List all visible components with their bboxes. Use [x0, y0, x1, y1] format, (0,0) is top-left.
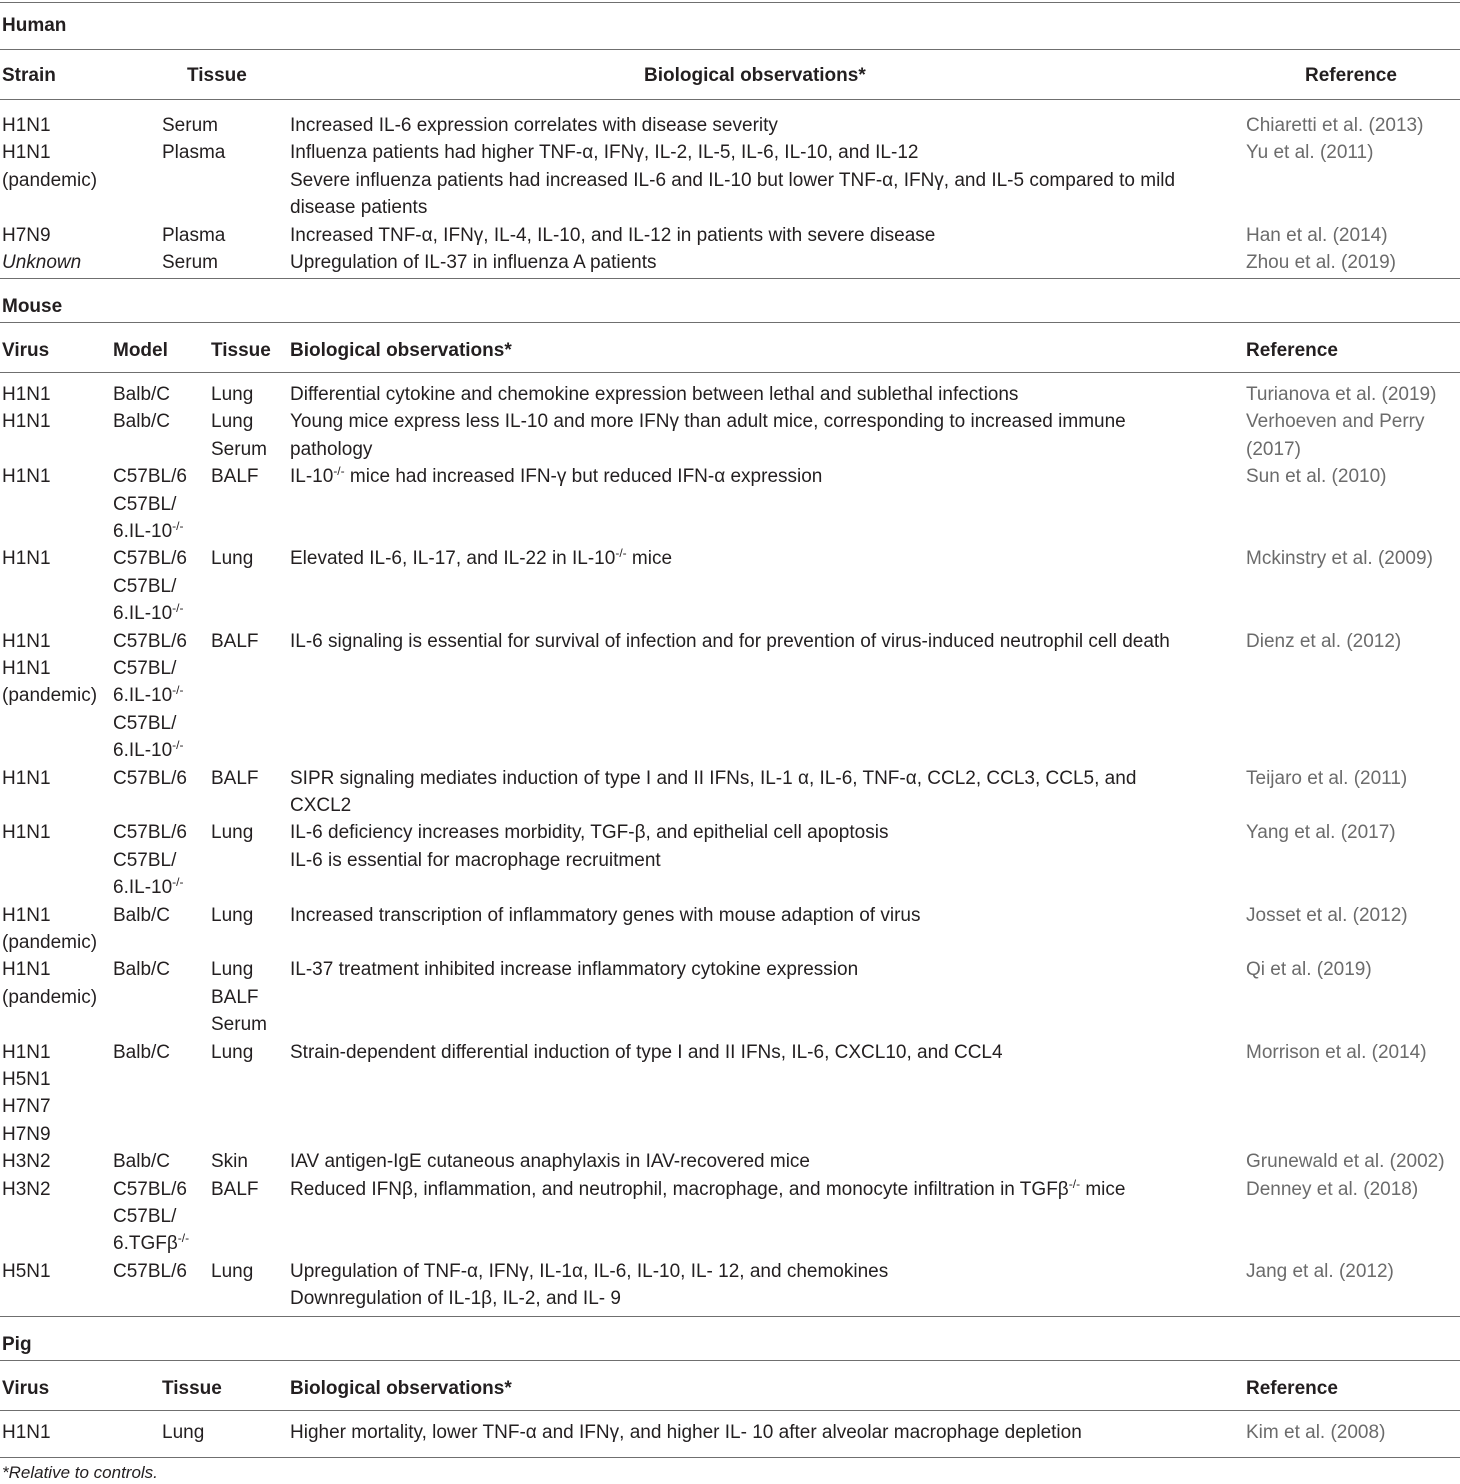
- cell-virus: H1N1 (pandemic): [2, 959, 98, 1008]
- section-title-human: Human: [2, 15, 67, 36]
- cell-model: Balb/C: [113, 904, 171, 926]
- cell-tissue: BALF: [211, 466, 259, 488]
- cell-model: Balb/C: [113, 1151, 171, 1173]
- section-title-mouse: Mouse: [2, 296, 63, 317]
- cell-observations: IL-6 signaling is essential for survival of infection and for prevention of virus-induced neutrophil cell death: [290, 630, 1170, 652]
- footnote: *Relative to controls.: [2, 1463, 158, 1482]
- rule-pig-header: [0, 1410, 1460, 1411]
- cell-strain: H7N9: [2, 224, 51, 246]
- cell-tissue: Lung: [162, 1422, 205, 1443]
- cell-model: C57BL/6 C57BL/ 6.TGFβ-/-: [113, 1178, 190, 1255]
- cell-reference: Turianova et al. (2019): [1246, 384, 1437, 405]
- cell-observations: IL-37 treatment inhibited increase inflammatory cytokine expression: [290, 959, 859, 981]
- cell-virus: H5N1: [2, 1260, 51, 1282]
- rule-pig-title: [0, 1360, 1460, 1361]
- cell-model: Balb/C: [113, 1041, 171, 1063]
- cell-tissue: Skin: [211, 1151, 248, 1173]
- cell-tissue: Lung: [211, 1260, 254, 1282]
- rule-human-header: [0, 99, 1460, 100]
- rule-human-end: [0, 278, 1460, 279]
- cell-strain: H1N1: [2, 115, 51, 136]
- cell-tissue: Lung: [211, 904, 254, 926]
- cell-observations: SIPR signaling mediates induction of type I and II IFNs, IL-1 α, IL-6, TNF-α, CCL2, CCL3, CCL5, and CXCL2: [290, 767, 1137, 816]
- cell-tissue: Plasma: [162, 142, 226, 164]
- cell-tissue: BALF: [211, 1178, 259, 1200]
- cell-observations: Increased TNF-α, IFNγ, IL-4, IL-10, and IL-12 in patients with severe disease: [290, 224, 936, 246]
- cell-model: Balb/C: [113, 959, 171, 981]
- cell-virus: H1N1 (pandemic): [2, 904, 98, 953]
- cell-reference: Yu et al. (2011): [1246, 142, 1374, 164]
- cell-model: C57BL/6 C57BL/ 6.IL-10-/- C57BL/ 6.IL-10-/-: [113, 630, 187, 762]
- rule-mouse-end: [0, 1316, 1460, 1317]
- cell-reference: Denney et al. (2018): [1246, 1178, 1419, 1200]
- cell-virus: H1N1: [2, 466, 51, 488]
- cell-observations: Upregulation of IL-37 in influenza A patients: [290, 252, 657, 273]
- cell-tissue: Lung: [211, 1041, 254, 1063]
- cell-reference: Sun et al. (2010): [1246, 466, 1387, 488]
- col-header-reference: Reference: [1246, 1378, 1338, 1399]
- cell-observations: IL-6 deficiency increases morbidity, TGF-β, and epithelial cell apoptosis IL-6 is essential for macrophage recruitment: [290, 822, 889, 871]
- cell-tissue: Lung: [211, 384, 254, 405]
- col-header-virus: Virus: [2, 340, 50, 361]
- cell-observations: Increased IL-6 expression correlates with disease severity: [290, 115, 778, 136]
- cell-tissue: BALF: [211, 630, 259, 652]
- cell-reference: Zhou et al. (2019): [1246, 252, 1396, 273]
- cell-observations: Elevated IL-6, IL-17, and IL-22 in IL-10-/- mice: [290, 546, 673, 570]
- cell-virus: H1N1: [2, 822, 51, 844]
- col-header-model: Model: [113, 340, 168, 361]
- cell-observations: Higher mortality, lower TNF-α and IFNγ, and higher IL- 10 after alveolar macrophage depletion: [290, 1422, 1082, 1443]
- cell-model: C57BL/6: [113, 1260, 187, 1282]
- cell-virus: H1N1: [2, 411, 51, 433]
- cell-virus: H1N1 H5N1 H7N7 H7N9: [2, 1041, 51, 1145]
- cell-tissue: Serum: [162, 252, 218, 273]
- cell-reference: Teijaro et al. (2011): [1246, 767, 1408, 789]
- cell-observations: IAV antigen-IgE cutaneous anaphylaxis in IAV-recovered mice: [290, 1151, 810, 1173]
- cell-observations: Reduced IFNβ, inflammation, and neutrophil, macrophage, and monocyte infiltration in TGFβ-/- mice: [290, 1176, 1126, 1200]
- cell-reference: Morrison et al. (2014): [1246, 1041, 1427, 1063]
- cell-tissue: Plasma: [162, 224, 226, 246]
- cell-strain: Unknown: [2, 252, 82, 273]
- cell-tissue: Lung: [211, 822, 254, 844]
- rule-mouse-header: [0, 372, 1460, 373]
- col-header-observations: Biological observations*: [290, 1378, 512, 1399]
- cell-observations: Young mice express less IL-10 and more IFNγ than adult mice, corresponding to increased immune pathology: [290, 411, 1126, 460]
- section-title-pig: Pig: [2, 1334, 32, 1355]
- col-header-reference: Reference: [1305, 65, 1397, 86]
- cell-reference: Yang et al. (2017): [1246, 822, 1396, 844]
- col-header-strain: Strain: [2, 65, 56, 86]
- cell-reference: Mckinstry et al. (2009): [1246, 548, 1433, 570]
- cell-reference: Verhoeven and Perry (2017): [1246, 411, 1425, 460]
- rule-bottom: [0, 1457, 1460, 1458]
- cell-virus: H1N1: [2, 767, 51, 789]
- cell-observations: Differential cytokine and chemokine expression between lethal and sublethal infections: [290, 384, 1019, 405]
- col-header-reference: Reference: [1246, 340, 1338, 361]
- cell-reference: Kim et al. (2008): [1246, 1422, 1386, 1443]
- cell-model: C57BL/6 C57BL/ 6.IL-10-/-: [113, 822, 187, 899]
- cell-reference: Josset et al. (2012): [1246, 904, 1408, 926]
- cell-strain: H1N1 (pandemic): [2, 142, 98, 191]
- cell-observations: Upregulation of TNF-α, IFNγ, IL-1α, IL-6, IL-10, IL- 12, and chemokines Downregulation of IL-1β, IL-2, and IL- 9: [290, 1260, 889, 1310]
- cell-model: Balb/C: [113, 384, 171, 405]
- cell-virus: H1N1 H1N1 (pandemic): [2, 630, 98, 707]
- cell-model: C57BL/6 C57BL/ 6.IL-10-/-: [113, 548, 187, 625]
- col-header-tissue: Tissue: [187, 65, 247, 86]
- cell-model: Balb/C: [113, 411, 171, 433]
- col-header-virus: Virus: [2, 1378, 50, 1399]
- cell-virus: H3N2: [2, 1151, 51, 1173]
- cell-tissue: Lung BALF Serum: [211, 959, 267, 1036]
- cell-reference: Chiaretti et al. (2013): [1246, 115, 1424, 136]
- rule-human-title: [0, 49, 1460, 50]
- cell-reference: Grunewald et al. (2002): [1246, 1151, 1445, 1173]
- cell-model: C57BL/6 C57BL/ 6.IL-10-/-: [113, 466, 187, 542]
- rule-mouse-title: [0, 322, 1460, 323]
- cell-model: C57BL/6: [113, 767, 187, 789]
- cell-observations: IL-10-/- mice had increased IFN-γ but reduced IFN-α expression: [290, 464, 823, 488]
- cell-reference: Han et al. (2014): [1246, 224, 1388, 246]
- cell-virus: H1N1: [2, 1422, 51, 1443]
- cell-virus: H3N2: [2, 1178, 51, 1200]
- cell-tissue: Lung: [211, 548, 254, 570]
- cell-virus: H1N1: [2, 384, 51, 405]
- rule-top: [0, 2, 1460, 3]
- cell-virus: H1N1: [2, 548, 51, 570]
- cell-tissue: Serum: [162, 115, 218, 136]
- cell-reference: Qi et al. (2019): [1246, 959, 1372, 981]
- cell-observations: Influenza patients had higher TNF-α, IFNγ, IL-2, IL-5, IL-6, IL-10, and IL-12 Severe influenza patients had increased IL-6 and IL-10 but lower TNF-α, IFNγ, and IL-5 compared to mild disease patients: [290, 142, 1176, 219]
- cell-reference: Dienz et al. (2012): [1246, 630, 1402, 652]
- cell-tissue: BALF: [211, 767, 259, 789]
- col-header-observations: Biological observations*: [290, 340, 512, 361]
- cell-observations: Strain-dependent differential induction of type I and II IFNs, IL-6, CXCL10, and CCL4: [290, 1041, 1003, 1063]
- cell-reference: Jang et al. (2012): [1246, 1260, 1394, 1282]
- col-header-tissue: Tissue: [162, 1378, 222, 1399]
- cell-observations: Increased transcription of inflammatory genes with mouse adaption of virus: [290, 904, 921, 926]
- col-header-observations: Biological observations*: [644, 65, 866, 86]
- col-header-tissue: Tissue: [211, 340, 271, 361]
- cell-tissue: Lung Serum: [211, 411, 267, 460]
